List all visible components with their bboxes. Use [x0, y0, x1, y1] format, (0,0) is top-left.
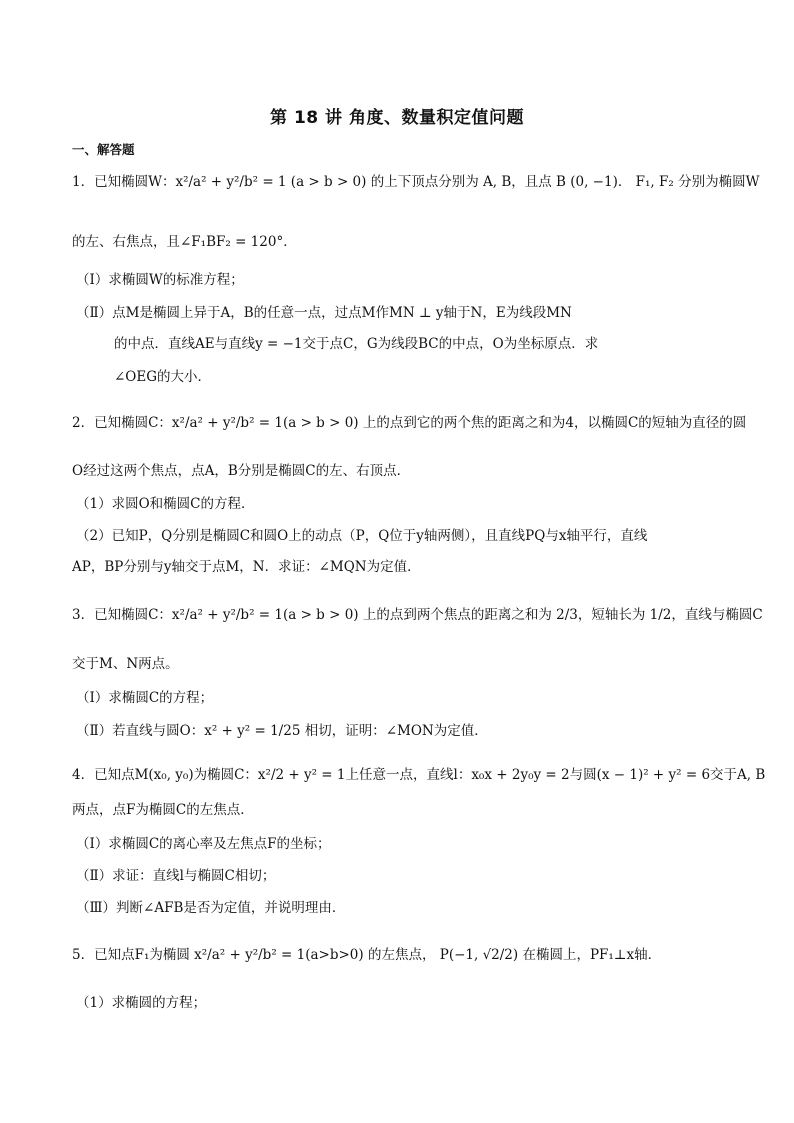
problem-4-part-2: （Ⅱ）求证：直线l与椭圆C相切； — [76, 868, 276, 884]
problem-2-line-1: 2．已知椭圆C：x²/a² + y²/b² = 1(a > b > 0) 上的点到它的两个焦的距离之和为4，以椭圆C的短轴为直径的圆 — [72, 415, 747, 431]
problem-1-part-2-line-3: ∠OEG的大小． — [114, 369, 212, 385]
problem-3-line-2: 交于M、N两点。 — [72, 656, 179, 672]
problem-3-part-1: （Ⅰ）求椭圆C的方程； — [76, 690, 214, 706]
problem-4-part-3: （Ⅲ）判断∠AFB是否为定值，并说明理由． — [76, 900, 346, 916]
problem-5-part-1: （1）求椭圆的方程； — [76, 995, 207, 1011]
problem-4-line-2: 两点，点F为椭圆C的左焦点． — [72, 802, 254, 818]
section-heading: 一、解答题 — [72, 142, 135, 157]
problem-1-part-1: （Ⅰ）求椭圆W的标准方程； — [76, 272, 244, 288]
problem-1-part-2-line-2: 的中点．直线AE与直线y = −1交于点C，G为线段BC的中点，O为坐标原点．求 — [114, 336, 599, 352]
problem-1-part-2-line-1: （Ⅱ）点M是椭圆上异于A，B的任意一点，过点M作MN ⊥ y轴于N，E为线段MN — [76, 305, 572, 321]
page-title: 第 18 讲 角度、数量积定值问题 — [270, 108, 524, 128]
problem-2-part-1: （1）求圆O和椭圆C的方程． — [76, 496, 255, 512]
problem-1-line-1: 1．已知椭圆W：x²/a² + y²/b² = 1 (a > b > 0) 的上下顶点分别为 A, B，且点 B (0, −1)． F₁, F₂ 分别为椭圆W — [72, 174, 760, 190]
problem-1-line-2: 的左、右焦点，且∠F₁BF₂ = 120°． — [72, 234, 297, 250]
problem-5-line-1: 5．已知点F₁为椭圆 x²/a² + y²/b² = 1(a>b>0) 的左焦点， P(−1, √2/2) 在椭圆上，PF₁⊥x轴． — [72, 947, 662, 963]
problem-3-part-2: （Ⅱ）若直线与圆O：x² + y² = 1/25 相切，证明：∠MON为定值． — [76, 723, 488, 739]
problem-4-line-1: 4．已知点M(x₀, y₀)为椭圆C：x²/2 + y² = 1上任意一点，直线l：x₀x + 2y₀y = 2与圆(x − 1)² + y² = 6交于A, B — [72, 767, 766, 783]
problem-3-line-1: 3．已知椭圆C：x²/a² + y²/b² = 1(a > b > 0) 上的点到两个焦点的距离之和为 2/3，短轴长为 1/2，直线与椭圆C — [72, 607, 763, 623]
problem-2-part-2-line-2: AP，BP分别与y轴交于点M，N．求证：∠MQN为定值． — [72, 559, 421, 575]
problem-2-line-2: O经过这两个焦点，点A，B分别是椭圆C的左、右顶点． — [72, 463, 411, 479]
problem-4-part-1: （Ⅰ）求椭圆C的离心率及左焦点F的坐标； — [76, 836, 331, 852]
problem-2-part-2-line-1: （2）已知P，Q分别是椭圆C和圆O上的动点（P，Q位于y轴两侧），且直线PQ与x轴平行，直线 — [76, 528, 648, 544]
